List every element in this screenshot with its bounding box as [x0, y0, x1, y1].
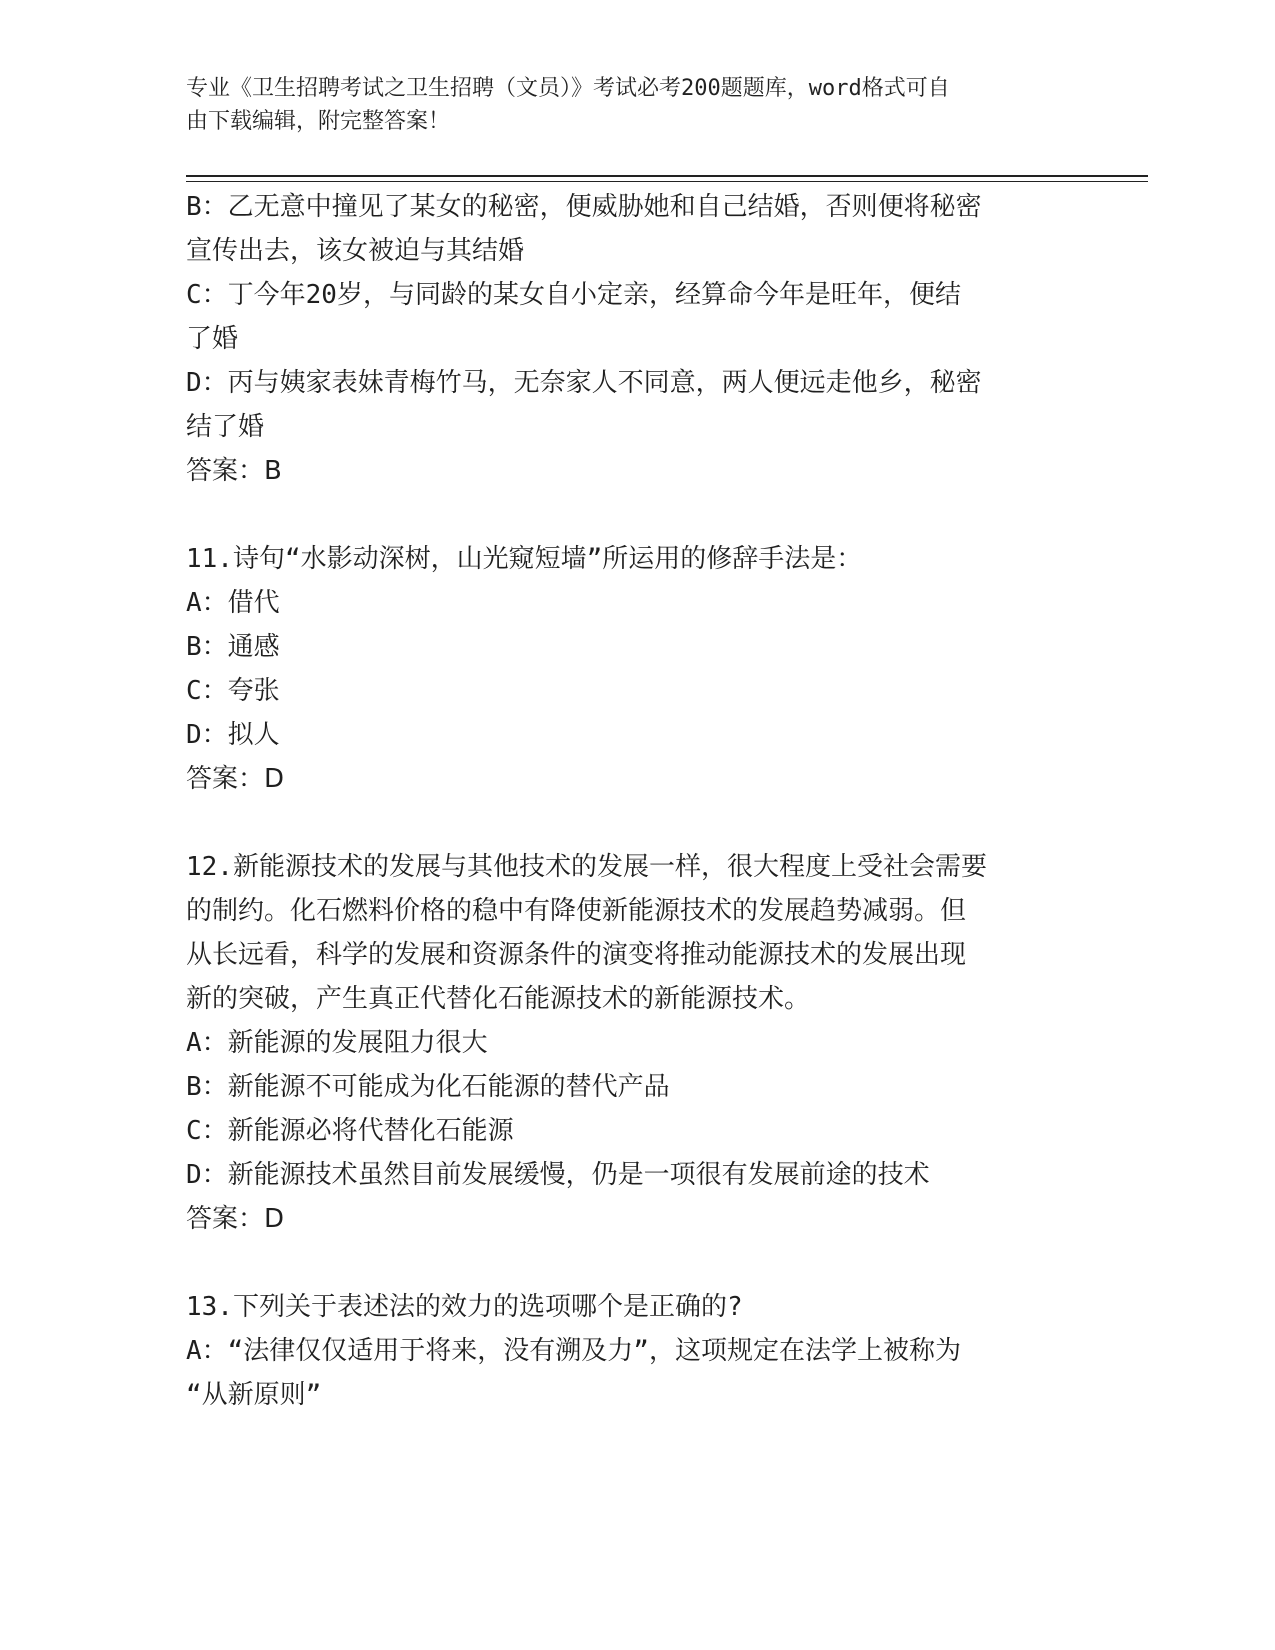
q10-answer: 答案：B — [186, 456, 282, 486]
q13-option-a-line-2: “从新原则” — [186, 1380, 322, 1410]
q10-option-d-line-2: 结了婚 — [186, 412, 265, 442]
header-line-2: 由下载编辑，附完整答案！ — [186, 109, 451, 134]
q11-option-c: C：夸张 — [186, 676, 280, 706]
q12-option-d: D：新能源技术虽然目前发展缓慢，仍是一项很有发展前途的技术 — [186, 1160, 930, 1190]
q11-stem: 11.诗句“水影动深树，山光窥短墙”所运用的修辞手法是： — [186, 544, 863, 574]
q11-option-a: A：借代 — [186, 588, 280, 618]
header-line-1: 专业《卫生招聘考试之卫生招聘（文员）》考试必考200题题库，word格式可自 — [186, 76, 950, 101]
q11-option-b: B：通感 — [186, 632, 280, 662]
q13-option-a-line-1: A：“法律仅仅适用于将来，没有溯及力”，这项规定在法学上被称为 — [186, 1336, 961, 1366]
q11-option-d: D：拟人 — [186, 720, 280, 750]
q10-option-c-line-2: 了婚 — [186, 324, 239, 354]
q12-option-b: B：新能源不可能成为化石能源的替代产品 — [186, 1072, 670, 1102]
q13-stem: 13.下列关于表述法的效力的选项哪个是正确的? — [186, 1292, 743, 1322]
q12-option-c: C：新能源必将代替化石能源 — [186, 1116, 514, 1146]
q12-stem-line-3: 从长远看，科学的发展和资源条件的演变将推动能源技术的发展出现 — [186, 940, 967, 970]
q10-option-d-line-1: D：丙与姨家表妹青梅竹马，无奈家人不同意，两人便远走他乡，秘密 — [186, 368, 982, 398]
header-rule-thick — [186, 175, 1148, 177]
q12-answer: 答案：D — [186, 1204, 285, 1234]
q12-stem-line-4: 新的突破，产生真正代替化石能源技术的新能源技术。 — [186, 984, 811, 1014]
q10-option-b-line-1: B：乙无意中撞见了某女的秘密，便威胁她和自己结婚，否则便将秘密 — [186, 192, 982, 222]
q12-stem-line-1: 12.新能源技术的发展与其他技术的发展一样，很大程度上受社会需要 — [186, 852, 987, 882]
q12-stem-line-2: 的制约。化石燃料价格的稳中有降使新能源技术的发展趋势减弱。但 — [186, 896, 967, 926]
q12-option-a: A：新能源的发展阻力很大 — [186, 1028, 488, 1058]
header-rule-thin — [186, 181, 1148, 182]
page-header — [186, 72, 1066, 138]
q11-answer: 答案：D — [186, 764, 285, 794]
q10-option-b-line-2: 宣传出去，该女被迫与其结婚 — [186, 236, 525, 266]
q10-option-c-line-1: C：丁今年20岁，与同龄的某女自小定亲，经算命今年是旺年，便结 — [186, 280, 961, 310]
